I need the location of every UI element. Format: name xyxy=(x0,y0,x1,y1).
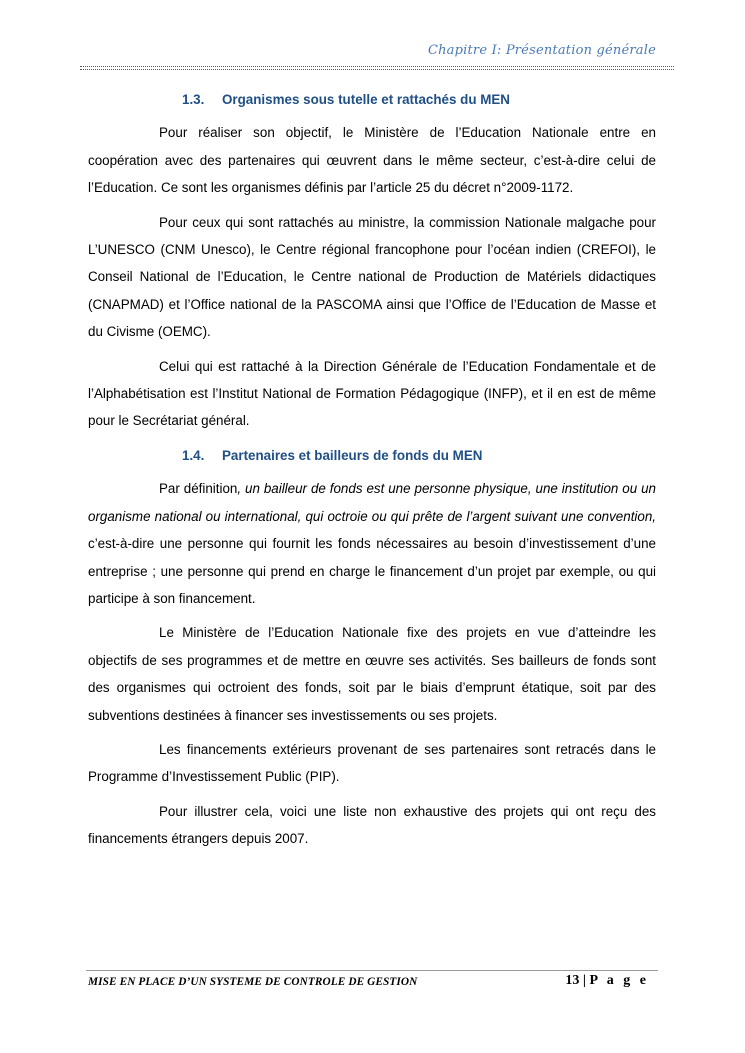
section-title: Organismes sous tutelle et rattachés du MEN xyxy=(222,92,510,107)
paragraph: Pour illustrer cela, voici une liste non exhaustive des projets qui ont reçu des financements étrangers depuis 2007. xyxy=(88,803,656,847)
paragraph: Pour réaliser son objectif, le Ministère de l’Education Nationale entre en coopération avec des partenaires qui œuvrent dans le même secteur, c’est-à-dire celui de l’Education. Ce sont les organismes définis par l’article 25 du décret n°2009-1172. xyxy=(88,125,656,196)
header-rule xyxy=(80,66,674,67)
section-heading-1-3 xyxy=(88,86,656,113)
definition-paragraph xyxy=(88,475,656,612)
footer-document-title: MISE EN PLACE D’UN SYSTEME DE CONTROLE DE GESTION xyxy=(88,976,418,988)
paragraph: Le Ministère de l’Education Nationale fixe des projets en vue d’atteindre les objectifs de ses programmes et de mettre en œuvre ses activités. Ses bailleurs de fonds sont des organismes qui octroient des fonds, soit par le biais d’emprunt étatique, soit par des subventions destinées à financer ses investissements ou ses projets. xyxy=(88,625,656,723)
footer-page-number xyxy=(565,973,649,989)
paragraph: Celui qui est rattaché à la Direction Générale de l’Education Fondamentale et de l’Alphabétisation est l’Institut National de Formation Pédagogique (INFP), et il en est de même pour le Secrétariat général. xyxy=(88,358,656,429)
paragraph: Pour ceux qui sont rattachés au ministre, la commission Nationale malgache pour L’UNESCO (CNM Unesco), le Centre régional francophone pour l’océan indien (CREFOI), le Conseil National de l’Education, le Centre national de Production de Matériels didactiques (CNAPMAD) et l’Office national de la PASCOMA ainsi que l’Office de l’Education de Masse et du Civisme (OEMC). xyxy=(88,214,656,340)
page-label: P a g e xyxy=(589,973,649,988)
definition-italic: , un bailleur de fonds est une personne physique, une institution ou un organisme national ou international, qui octroie ou qui prête de l’argent suivant une convention, xyxy=(88,481,656,524)
section-title: Partenaires et bailleurs de fonds du MEN xyxy=(222,447,483,463)
definition-lead: Par définition xyxy=(159,481,238,497)
section-heading-1-4 xyxy=(88,442,656,469)
page-number: 13 xyxy=(565,973,580,988)
page-separator: | xyxy=(582,973,586,988)
body-text xyxy=(88,86,656,860)
definition-rest: c’est-à-dire une personne qui fournit les fonds nécessaires au besoin d’investissement d’une entreprise ; une personne qui prend en charge le financement d’un projet par exemple, ou qui participe à son financement. xyxy=(88,536,656,606)
section-number: 1.4. xyxy=(182,447,205,463)
running-header: Chapitre I: Présentation générale xyxy=(427,43,656,58)
paragraph: Les financements extérieurs provenant de ses partenaires sont retracés dans le Programme d’Investissement Public (PIP). xyxy=(88,741,656,785)
header-rule-second xyxy=(80,69,674,70)
section-number: 1.3. xyxy=(182,92,205,107)
footer-rule xyxy=(86,970,658,971)
